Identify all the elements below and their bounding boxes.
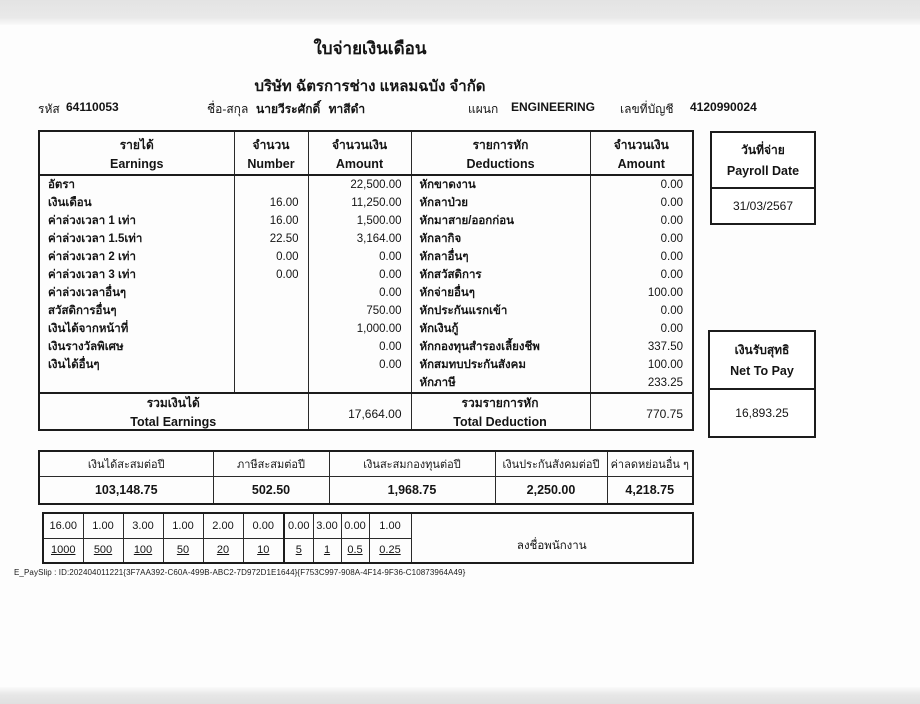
total-deduction-label xyxy=(411,393,590,430)
denomination-value: 1 xyxy=(313,538,341,563)
amount-header-en: Amount xyxy=(335,156,384,171)
earnings-number xyxy=(234,374,308,393)
earnings-label: ค่าล่วงเวลา 1 เท่า xyxy=(48,215,136,227)
net-to-pay-header xyxy=(710,332,814,390)
table-row xyxy=(39,302,693,320)
earnings-number: 0.00 xyxy=(234,248,308,266)
number-column-header xyxy=(234,131,308,175)
earnings-number xyxy=(234,338,308,356)
deductions-header-th: รายการหัก xyxy=(472,137,529,152)
denomination-value: 0.5 xyxy=(341,538,369,563)
earnings-amount: 0.00 xyxy=(308,338,411,356)
deduction-label: หักลาป่วย xyxy=(411,194,590,212)
deduction-label: หักเงินกู้ xyxy=(411,320,590,338)
denomination-count: 3.00 xyxy=(123,513,163,538)
payroll-date-label-en: Payroll Date xyxy=(726,164,800,178)
earnings-label: ค่าล่วงเวลา 1.5เท่า xyxy=(48,233,143,245)
denomination-count: 2.00 xyxy=(203,513,243,538)
deduction-label: หักสวัสดิการ xyxy=(411,266,590,284)
earnings-amount: 0.00 xyxy=(308,356,411,374)
earnings-number xyxy=(234,284,308,302)
earnings-number: 16.00 xyxy=(234,194,308,212)
earnings-label: อัตรา xyxy=(48,179,76,191)
deduction-amount: 0.00 xyxy=(590,212,693,230)
deduction-label: หักจ่ายอื่นๆ xyxy=(411,284,590,302)
ytd-tax-label: ภาษีสะสมต่อปี xyxy=(213,451,329,476)
ytd-income-label: เงินได้สะสมต่อปี xyxy=(39,451,213,476)
deductions-column-header xyxy=(411,131,590,175)
denomination-count: 0.00 xyxy=(243,513,284,538)
deduction-label: หักมาสาย/ออกก่อน xyxy=(411,212,590,230)
total-earnings-label-th: รวมเงินได้ xyxy=(146,396,200,410)
ytd-fund-label: เงินสะสมกองทุนต่อปี xyxy=(329,451,495,476)
denomination-value: 500 xyxy=(83,538,123,563)
ytd-values-row xyxy=(39,476,693,504)
payroll-date-value: 31/03/2567 xyxy=(732,199,794,213)
earnings-amount: 11,250.00 xyxy=(308,194,411,212)
deduction-amount-column-header xyxy=(590,131,693,175)
denomination-count: 16.00 xyxy=(43,513,83,538)
number-header-en: Number xyxy=(247,156,295,171)
earnings-label: สวัสดิการอื่นๆ xyxy=(48,305,117,317)
denomination-count: 0.00 xyxy=(341,513,369,538)
table-row xyxy=(39,374,693,393)
earnings-amount xyxy=(308,374,411,393)
payroll-date-header xyxy=(712,133,814,189)
earnings-amount: 22,500.00 xyxy=(308,175,411,194)
top-margin-bar xyxy=(0,0,920,25)
deduction-amount: 233.25 xyxy=(590,374,693,393)
employee-code-label: รหัส xyxy=(38,102,60,116)
department-label: แผนก xyxy=(468,102,499,116)
earnings-number: 16.00 xyxy=(234,212,308,230)
earnings-label: ค่าล่วงเวลาอื่นๆ xyxy=(48,287,127,299)
amount-column-header xyxy=(308,131,411,175)
deduction-amount: 100.00 xyxy=(590,284,693,302)
ytd-social-security-label: เงินประกันสังคมต่อปี xyxy=(495,451,607,476)
earnings-number xyxy=(234,320,308,338)
employee-name-value: นายวีระศักดิ์ ทาสีดำ xyxy=(256,102,366,116)
earnings-label: เงินได้อื่นๆ xyxy=(48,359,100,371)
ytd-allowance-label: ค่าลดหย่อนอื่น ๆ xyxy=(607,451,693,476)
total-earnings-label xyxy=(39,393,308,430)
table-row xyxy=(39,248,693,266)
earnings-label xyxy=(39,374,234,393)
table-row xyxy=(39,320,693,338)
account-number-value: 4120990024 xyxy=(690,100,757,114)
deduction-amount: 0.00 xyxy=(590,230,693,248)
table-row xyxy=(39,212,693,230)
department-value: ENGINEERING xyxy=(511,100,596,114)
table-row xyxy=(39,338,693,356)
earnings-amount: 1,500.00 xyxy=(308,212,411,230)
payslip-id-code: E_PaySlip : ID:202404011221{3F7AA392-C60A-499B-ABC2-7D972D1E1644}{F753C997-908A-4F14-9F36-C10873964A49} xyxy=(14,568,466,577)
amount-header-th: จำนวนเงิน xyxy=(331,137,388,152)
payslip-title: ใบจ่ายเงินเดือน xyxy=(313,39,427,58)
ytd-social-security-value: 2,250.00 xyxy=(495,476,607,504)
denomination-value: 10 xyxy=(243,538,284,563)
number-header-th: จำนวน xyxy=(252,137,290,152)
earnings-label: เงินรางวัลพิเศษ xyxy=(48,341,124,353)
deduction-label: หักภาษี xyxy=(411,374,590,393)
table-row xyxy=(39,266,693,284)
deduction-label: หักลาอื่นๆ xyxy=(411,248,590,266)
total-deduction-label-th: รวมรายการหัก xyxy=(461,396,539,410)
deduction-amount: 100.00 xyxy=(590,356,693,374)
denominations-table xyxy=(42,512,694,564)
total-earnings-label-en: Total Earnings xyxy=(130,415,217,429)
earnings-header-en: Earnings xyxy=(110,156,164,171)
denomination-value: 50 xyxy=(163,538,203,563)
earnings-column-header xyxy=(39,131,234,175)
total-deduction-amount: 770.75 xyxy=(590,393,693,430)
deductions-header-en: Deductions xyxy=(466,156,535,171)
earnings-amount: 0.00 xyxy=(308,284,411,302)
earnings-header-th: รายได้ xyxy=(119,137,154,152)
deduction-amount: 0.00 xyxy=(590,175,693,194)
denomination-counts-row xyxy=(43,513,693,538)
net-to-pay-label-th: เงินรับสุทธิ xyxy=(734,343,790,357)
denomination-count: 1.00 xyxy=(83,513,123,538)
deduction-amount: 0.00 xyxy=(590,302,693,320)
earnings-amount: 0.00 xyxy=(308,248,411,266)
earnings-number: 0.00 xyxy=(234,266,308,284)
total-deduction-label-en: Total Deduction xyxy=(453,415,547,429)
earnings-label: เงินได้จากหน้าที่ xyxy=(48,323,129,335)
deduction-amount: 0.00 xyxy=(590,194,693,212)
earnings-amount: 0.00 xyxy=(308,266,411,284)
table-header-row xyxy=(39,131,693,175)
ytd-header-row xyxy=(39,451,693,476)
deduction-label: หักลากิจ xyxy=(411,230,590,248)
denomination-count: 0.00 xyxy=(284,513,313,538)
denomination-value: 20 xyxy=(203,538,243,563)
earnings-number xyxy=(234,302,308,320)
earnings-label: ค่าล่วงเวลา 2 เท่า xyxy=(48,251,136,263)
denomination-value: 5 xyxy=(284,538,313,563)
net-to-pay-box xyxy=(708,330,816,438)
earnings-amount: 3,164.00 xyxy=(308,230,411,248)
deduction-label: หักขาดงาน xyxy=(411,175,590,194)
table-row xyxy=(39,356,693,374)
earnings-amount: 1,000.00 xyxy=(308,320,411,338)
payroll-date-box xyxy=(710,131,816,225)
deduction-amount-header-th: จำนวนเงิน xyxy=(613,137,669,152)
deduction-label: หักสมทบประกันสังคม xyxy=(411,356,590,374)
denomination-count: 1.00 xyxy=(369,513,411,538)
totals-row xyxy=(39,393,693,430)
employee-signature-area: ลงชื่อพนักงาน xyxy=(411,513,693,563)
table-row xyxy=(39,194,693,212)
payroll-date-label-th: วันที่จ่าย xyxy=(741,143,785,157)
earnings-number xyxy=(234,356,308,374)
employee-info-line xyxy=(0,100,920,118)
ytd-tax-value: 502.50 xyxy=(213,476,329,504)
ytd-allowance-value: 4,218.75 xyxy=(607,476,693,504)
bottom-margin-bar xyxy=(0,687,920,704)
deduction-amount: 0.00 xyxy=(590,248,693,266)
denomination-count: 1.00 xyxy=(163,513,203,538)
document-header xyxy=(30,35,710,98)
ytd-income-value: 103,148.75 xyxy=(94,482,158,497)
earnings-number xyxy=(234,175,308,194)
denomination-value: 1000 xyxy=(51,544,76,557)
denomination-value: 0.25 xyxy=(369,538,411,563)
earnings-label: เงินเดือน xyxy=(48,197,92,209)
net-to-pay-value: 16,893.25 xyxy=(735,406,789,420)
net-to-pay-label-en: Net To Pay xyxy=(730,364,794,378)
company-name: บริษัท ฉัตรการช่าง แหลมฉบัง จำกัด xyxy=(254,78,486,95)
deduction-amount-header-en: Amount xyxy=(617,156,665,171)
earnings-amount: 750.00 xyxy=(308,302,411,320)
ytd-summary-table xyxy=(38,450,694,505)
account-number-label: เลขที่บัญชี xyxy=(620,102,674,116)
denomination-count: 3.00 xyxy=(313,513,341,538)
earnings-number: 22.50 xyxy=(234,230,308,248)
earnings-deductions-table xyxy=(38,130,694,431)
deduction-amount: 0.00 xyxy=(590,320,693,338)
table-row xyxy=(39,175,693,194)
deduction-amount: 337.50 xyxy=(590,338,693,356)
deduction-label: หักกองทุนสำรองเลี้ยงชีพ xyxy=(411,338,590,356)
total-earnings-amount: 17,664.00 xyxy=(308,393,411,430)
table-row xyxy=(39,230,693,248)
earnings-label: ค่าล่วงเวลา 3 เท่า xyxy=(48,269,136,281)
deduction-amount: 0.00 xyxy=(590,266,693,284)
deduction-label: หักประกันแรกเข้า xyxy=(411,302,590,320)
employee-code-value: 64110053 xyxy=(66,100,119,114)
table-row xyxy=(39,284,693,302)
employee-name-label: ชื่อ-สกุล xyxy=(207,102,249,116)
ytd-fund-value: 1,968.75 xyxy=(329,476,495,504)
denomination-value: 100 xyxy=(123,538,163,563)
